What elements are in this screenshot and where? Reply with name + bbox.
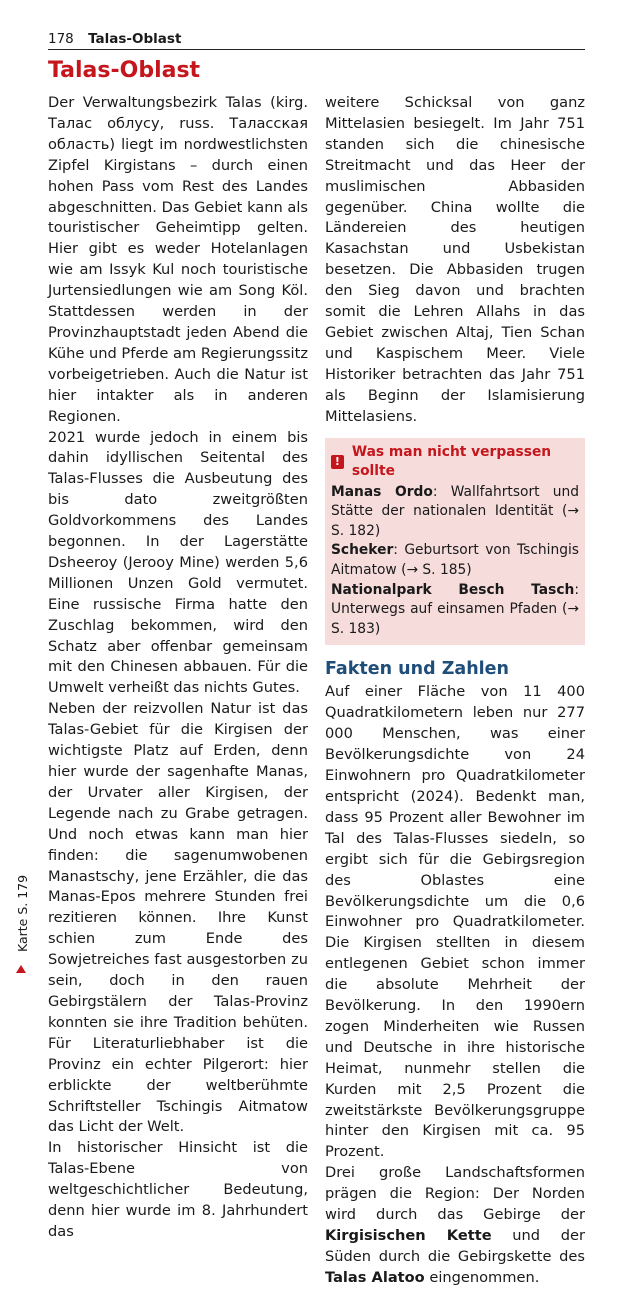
section-heading: Fakten und Zahlen xyxy=(325,659,509,680)
paragraph: Der Verwaltungsbezirk Talas (kirg. Талас облусу, russ. Таласская область) liegt im nordwestlichsten Zipfel Kirgistans – durch einen hohen Pass vom Rest des Landes abgeschnitten. Das Gebiet kann als touristischer Geheimtipp gelten. Hier gibt es weder Hotelanlagen wie am Issyk Kul noch touristische Jurtensiedlungen wie am Song Köl. Stattdessen werden in der Provinzhauptstadt jeden Abend die Kühe und Pferde am Regierungssitz vorbeigetrieben. Auch die Natur ist hier intakter als in anderen Regionen. xyxy=(48,94,308,425)
highlight-text: : Unterwegs auf einsamen Pfaden (→ S. 183) xyxy=(331,581,579,637)
highlight-text: : Geburtsort von Tschingis Aitmatow (→ S. 185) xyxy=(331,542,579,579)
highlight-text: : Wallfahrtsort und Stätte der nationalen Identität (→ S. 182) xyxy=(331,483,579,539)
paragraph: Neben der reizvollen Natur ist das Talas-Gebiet für die Kirgisen der wichtigste Platz auf Erden, denn hier wurde der sagenhafte Manas, der Urvater aller Kirgisen, der Legende nach zu Grabe getragen. Und noch etwas kann man hier finden: die sagenumwobenen Manastschy, jene Erzähler, die das Manas-Epos mehrere Stunden frei rezitieren können. Ihre Kunst schien zum Ende des Sowjetreiches fast ausgestorben zu sein, doch in den rauen Gebirgstälern der Talas-Provinz konnten sie ihre Tradition behüten. Für Literaturliebhaber ist die Provinz ein echter Pilgerort: hier erblickte der weltberühmte Schriftsteller Tschingis Aitmatow das Licht der Welt. xyxy=(48,700,308,1136)
paragraph: Auf einer Fläche von 11 400 Quadratkilometern leben nur 277 000 Menschen, was einer Bevölkerungsdichte von 24 Einwohnern pro Quadratkilometer entspricht (2024). Bedenkt man, dass 95 Prozent aller Bewohner im Tal des Talas-Flusses siedeln, so ergibt sich für die Gebirgsregion des Oblastes eine Bevölkerungsdichte um die 0,6 Einwohner pro Quadratkilometer. Die Kirgisen stellten in diesem entlegenen Gebiet schon immer die absolute Mehrheit der Bevölkerung. In den 1990ern zogen Minderheiten wie Russen und Deutsche in ihre historische Heimat, nunmehr stellen die Kurden mit 2,5 Prozent die zweitstärkste Bevölkerungsgruppe hinter den Kirgisen mit ca. 95 Prozent. xyxy=(325,683,585,1161)
map-reference-text: Karte S. 179 xyxy=(15,874,30,952)
highlights-heading-text: Was man nicht verpassen sollte xyxy=(351,443,552,480)
highlight-item xyxy=(331,581,579,640)
highlight-item xyxy=(331,541,579,580)
paragraph: 2021 wurde jedoch in einem bis dahin idyllischen Seitental des Talas-Flusses die Ausbeutung des bis dato zweitgrößten Goldvorkommens des Landes begonnen. In der Lagerstätte Dsheeroy (Jerooy Mine) werden 5,6 Millionen Unzen Gold vermutet. Eine russische Firma hatte den Zuschlag bekommen, wird den Schatz aber offenbar gemeinsam mit den Chinesen abbauen. Für die Umwelt verheißt das nichts Gutes. xyxy=(48,428,308,697)
highlight-name: Scheker xyxy=(331,542,394,559)
arrow-icon xyxy=(16,965,26,973)
chapter-title: Talas-Oblast xyxy=(88,31,182,47)
exclamation-icon: ! xyxy=(331,455,344,469)
paragraph xyxy=(325,1163,585,1288)
highlight-item xyxy=(331,483,579,542)
text-run: Drei große Landschaftsformen prägen die Region: Der Norden wird durch das Gebirge der xyxy=(325,1164,585,1224)
page-number: 178 xyxy=(48,31,74,47)
highlight-name: Nationalpark Besch Tasch xyxy=(331,581,575,598)
bold-term: Kirgisischen Kette xyxy=(325,1227,492,1244)
highlights-heading xyxy=(331,443,579,482)
bold-term: Talas Alatoo xyxy=(325,1268,425,1286)
paragraph: weitere Schicksal von ganz Mittelasien besiegelt. Im Jahr 751 standen sich die chinesische Streitmacht und das Heer der muslimischen Abbasiden gegenüber. China wollte die Ländereien des heutigen Kasachstan und Usbekistan besetzen. Die Abbasiden trugen den Sieg davon und brachten somit die Lehren Allahs in das Gebiet zwischen Altaj, Tien Schan und Kaspischem Meer. Viele Historiker betrachten das Jahr 751 als Beginn der Islamisierung Mittelasiens. xyxy=(325,94,585,425)
page-title: Talas-Oblast xyxy=(48,58,201,83)
highlights-box xyxy=(325,438,585,646)
highlight-name: Manas Ordo xyxy=(331,483,433,500)
map-reference-tab[interactable] xyxy=(13,860,33,970)
paragraph: In historischer Hinsicht ist die Talas-Ebene von weltgeschichtlicher Bedeutung, denn hier wurde im 8. Jahrhundert das xyxy=(48,1139,308,1240)
left-column xyxy=(48,93,308,1243)
right-column xyxy=(325,93,585,1289)
running-header xyxy=(48,30,585,50)
text-run: eingenommen. xyxy=(424,1268,540,1286)
text-run: und der Süden durch die Gebirgskette des xyxy=(325,1227,585,1265)
